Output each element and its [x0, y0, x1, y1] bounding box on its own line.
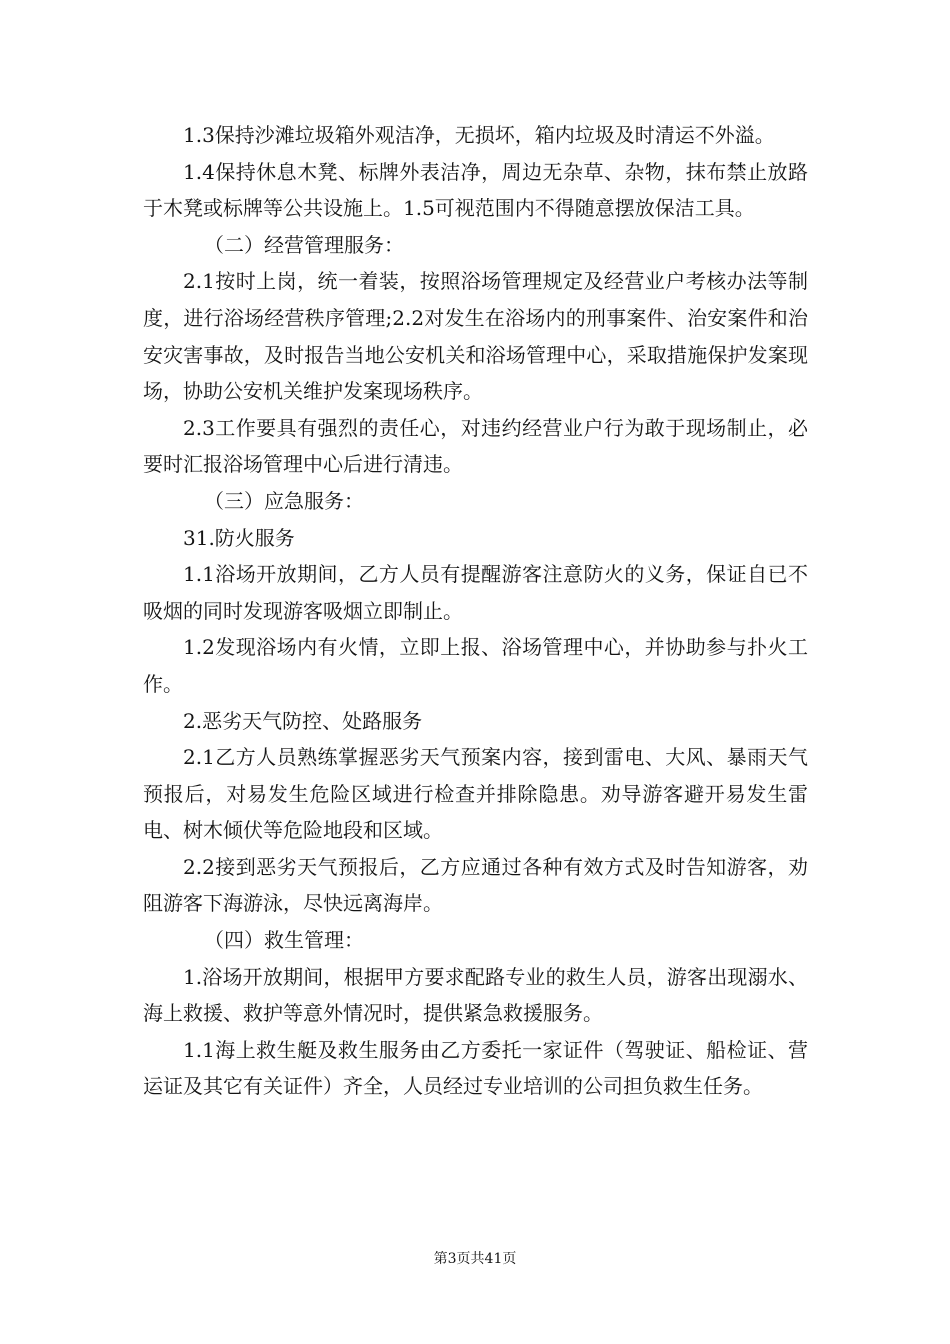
paragraph-1-3: 1.3保持沙滩垃圾箱外观洁净，无损坏，箱内垃圾及时清运不外溢。 — [183, 123, 775, 147]
paragraph-bad-weather: 2.恶劣天气防控、处路服务 — [183, 708, 423, 733]
paragraph-1-4: 1.4保持休息木凳、标牌外表洁净，周边无杂草、杂物，抹布禁止放路于木凳或标牌等公共设施上。1.5可视范围内不得随意摆放保洁工具。 — [143, 159, 808, 221]
paragraph-lifesaving-1: 1.浴场开放期间，根据甲方要求配路专业的救生人员，游客出现溺水、海上救援、救护等意外情况时，提供紧急救援服务。 — [143, 964, 808, 1026]
paragraph-lifesaving-1-1: 1.1海上救生艇及救生服务由乙方委托一家证件（驾驶证、船检证、营运证及其它有关证件）齐全，人员经过专业培训的公司担负救生任务。 — [143, 1037, 808, 1099]
section-heading-emergency-service: （三）应急服务： — [204, 488, 364, 513]
paragraph-fire-prevention: 31.防火服务 — [183, 525, 295, 550]
section-heading-business-management: （二）经营管理服务： — [204, 232, 404, 257]
section-heading-lifesaving: （四）救生管理： — [204, 928, 364, 953]
paragraph-2-1: 2.1按时上岗，统一着装，按照浴场管理规定及经营业户考核办法等制度，进行浴场经营秩序管理;2.2对发生在浴场内的刑事案件、治安案件和治安灾害事故，及时报告当地公安机关和浴场管理中心，采取措施保护发案现场，协助公安机关维护发案现场秩序。 — [143, 269, 808, 404]
paragraph-2-3: 2.3工作要具有强烈的责任心，对违约经营业户行为敢于现场制止，必要时汇报浴场管理中心后进行清违。 — [143, 415, 808, 477]
paragraph-weather-2-1: 2.1乙方人员熟练掌握恶劣天气预案内容，接到雷电、大风、暴雨天气预报后，对易发生危险区域进行检查并排除隐患。劝导游客避开易发生雷电、树木倾伏等危险地段和区域。 — [143, 745, 808, 843]
document-body — [143, 117, 808, 1105]
paragraph-fire-1-2: 1.2发现浴场内有火情，立即上报、浴场管理中心，并协助参与扑火工作。 — [143, 635, 808, 696]
paragraph-weather-2-2: 2.2接到恶劣天气预报后，乙方应通过各种有效方式及时告知游客，劝阻游客下海游泳，尽快远离海岸。 — [143, 854, 808, 916]
paragraph-fire-1-1: 1.1浴场开放期间，乙方人员有提醒游客注意防火的义务，保证自已不吸烟的同时发现游客吸烟立即制止。 — [143, 562, 808, 623]
page-number-footer: 第3页共41页 — [433, 1251, 517, 1267]
